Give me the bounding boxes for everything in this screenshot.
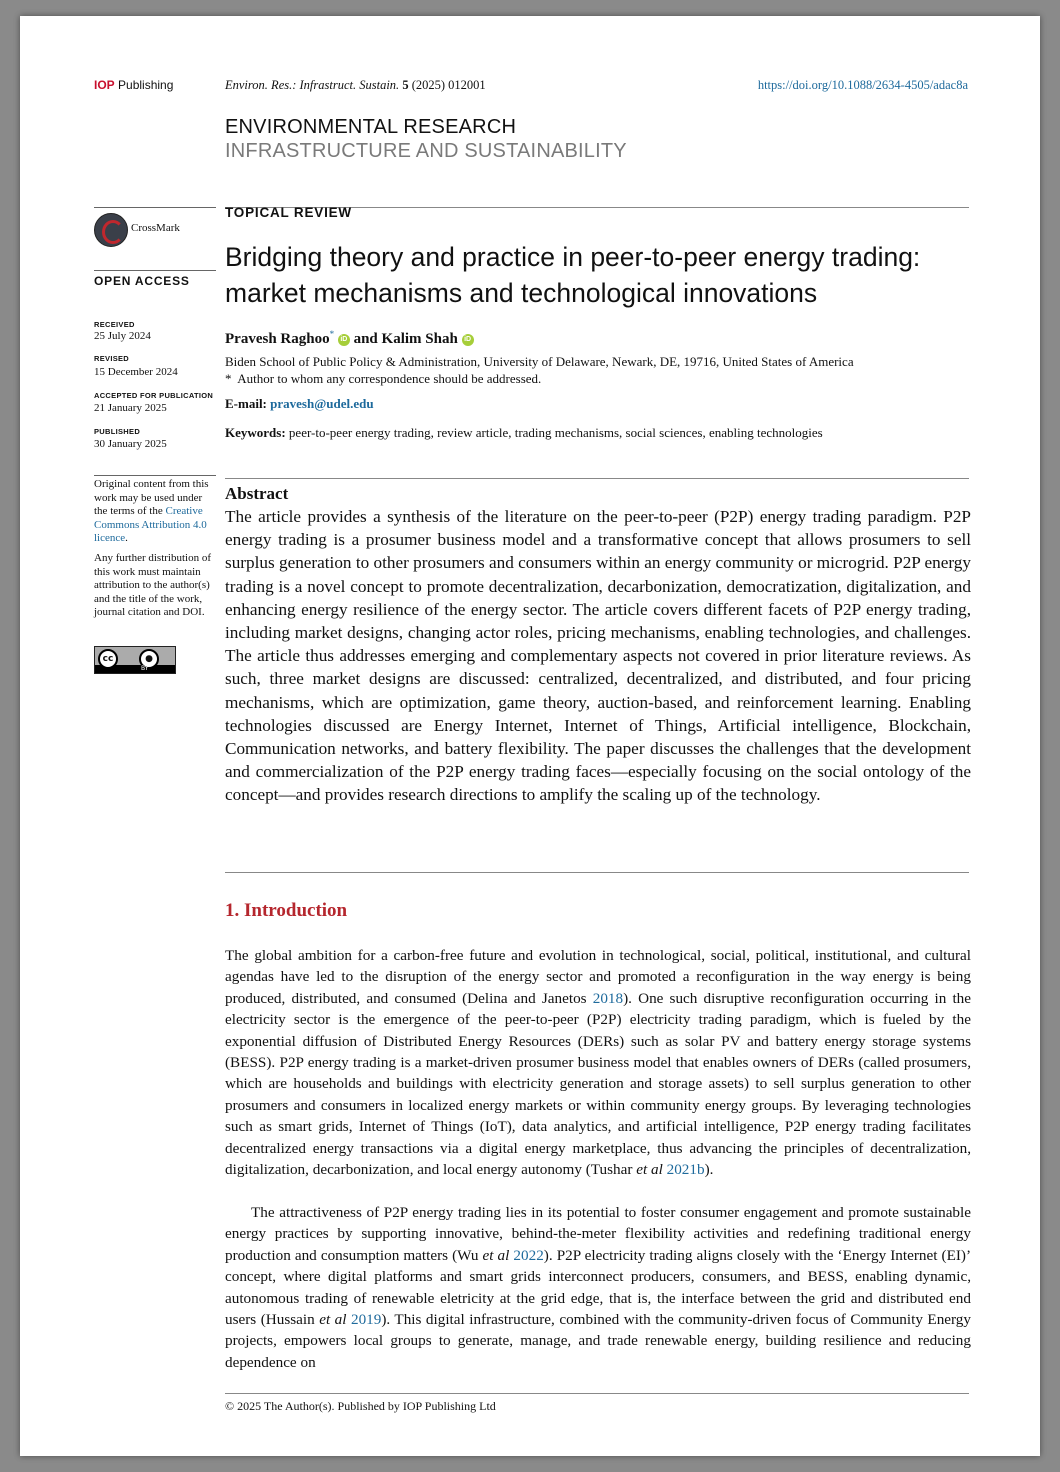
keywords-text: peer-to-peer energy trading, review article, trading mechanisms, social sciences, enabling technologies (288, 425, 823, 440)
paper-page (20, 16, 1040, 1456)
crossmark-icon (94, 213, 128, 247)
footer-rule (225, 1393, 969, 1394)
accepted-date: 21 January 2025 (94, 402, 167, 414)
author-conjunction: and (353, 331, 378, 347)
cc-icon: cc (98, 649, 118, 669)
received-label: RECEIVED (94, 320, 135, 329)
publisher-brand: IOP (94, 78, 115, 92)
citation-link[interactable]: 2021b (666, 1161, 705, 1179)
publisher-name: Publishing (118, 78, 174, 92)
citation-link[interactable]: 2018 (592, 989, 624, 1007)
abstract-heading: Abstract (225, 484, 289, 503)
citation-link[interactable]: 2022 (513, 1246, 544, 1264)
citation-link[interactable]: 2019 (350, 1311, 382, 1329)
revised-date: 15 December 2024 (94, 366, 178, 378)
abstract-top-rule (225, 478, 969, 479)
published-date: 30 January 2025 (94, 438, 167, 450)
correspondence-note: * Author to whom any correspondence should be addressed. (225, 371, 542, 386)
licence-paragraph: Original content from this work may be used under the terms of the Creative Commons Attribution 4.0 licence. (94, 478, 209, 545)
open-access-label: OPEN ACCESS (94, 274, 190, 288)
abstract-bottom-rule (225, 872, 969, 873)
section-heading: 1. Introduction (225, 900, 348, 921)
sidebar-divider (94, 207, 216, 208)
doi-link[interactable]: https://doi.org/10.1088/2634-4505/adac8a (757, 78, 968, 92)
attribution-icon: ● (139, 649, 159, 669)
article-title: Bridging theory and practice in peer-to-peer energy trading: market mechanisms and technological innovations (225, 242, 921, 308)
email-link[interactable]: pravesh@udel.edu (270, 396, 374, 411)
email-label: E-mail: (225, 396, 267, 411)
article-type: TOPICAL REVIEW (225, 205, 352, 220)
journal-abbrev: Environ. Res.: Infrastruct. Sustain. (225, 78, 400, 92)
body-paragraph: The global ambition for a carbon-free future and evolution in technological, social, political, institutional, and cultural agendas have led to the disruption of the energy sector and promoted a reconfiguration in the way energy is being produced, distributed, and consumed (Delina and Janetos 2018). One such disruptive reconfiguration occurring in the electricity sector is the emergence of the peer-to-peer (P2P) electricity trading paradigm, which is fueled by the exponential diffusion of Distributed Energy Resources (DERs) such as solar PV and battery energy storage systems (BESS). P2P energy trading is a market-driven prosumer business model that enables owners of DERs (called prosumers, which are households and buildings with electricity generation and storage assets) to sell surplus generation to other prosumers and consumers in localized energy markets or within community energy groups. By leveraging technologies such as smart grids, Internet of Things (IoT), data analytics, and artificial intelligence, P2P energy trading facilitates decentralized energy transactions via a digital energy marketplace, thus advancing the principles of decentralization, digitalization, decarbonization, and local energy autonomy (Tushar et al 2021b). (225, 947, 971, 1179)
author-list (225, 329, 474, 348)
journal-year-article: (2025) 012001 (411, 78, 486, 92)
distribution-paragraph: Any further distribution of this work must maintain attribution to the author(s) and the title of the work, journal citation and DOI. (94, 551, 212, 619)
journal-citation (225, 78, 486, 93)
by-label: BY (141, 665, 149, 672)
sidebar-divider (94, 475, 216, 476)
cc-by-badge[interactable] (94, 646, 176, 674)
published-label: PUBLISHED (94, 427, 141, 436)
crossmark-button[interactable] (94, 213, 216, 247)
licence-notice (94, 478, 218, 626)
licence-link[interactable]: Creative Commons Attribution 4.0 licence (94, 505, 207, 545)
copyright-footer: © 2025 The Author(s). Published by IOP Publishing Ltd (225, 1399, 496, 1413)
body-paragraph: The attractiveness of P2P energy trading lies in its potential to foster consumer engagement and promote sustainable energy practices by supporting innovative, behind-the-meter flexibility activities and redefining traditional energy production and consumption matters (Wu et al 2022). P2P electricity trading aligns closely with the ‘Energy Internet (EI)’ concept, where digital platforms and smart grids interconnect producers, consumers, and BESS, enabling dynamic, autonomous trading of renewable eletricity at the grid edge, that is, the interface between the grid and distributed end users (Hussain et al 2019). This digital infrastructure, combined with the community-driven focus of Community Energy projects, empowers local groups to generate, manage, and trade renewable energy, building resilience and reducing dependence on (225, 1204, 972, 1371)
revised-label: REVISED (94, 354, 130, 363)
affiliation: Biden School of Public Policy & Administration, University of Delaware, Newark, DE, 19716, United States of America (225, 354, 854, 369)
author-name: Kalim Shah (381, 331, 458, 347)
journal-name-line2: INFRASTRUCTURE AND SUSTAINABILITY (225, 140, 627, 162)
corresponding-marker: * (329, 329, 335, 339)
journal-volume: 5 (402, 78, 409, 92)
orcid-icon[interactable]: iD (462, 334, 474, 346)
keywords-label: Keywords: (225, 425, 286, 440)
sidebar-divider (94, 270, 216, 271)
abstract-text: The article provides a synthesis of the literature on the peer-to-peer (P2P) energy trading paradigm. P2P energy trading is a prosumer business model and a transformative concept that allows prosumers to sell surplus generation to other prosumers and consumers within an energy community or microgrid. P2P energy trading is a novel concept to promote decentralization, decarbonization, democratization, digitalization, and enhancing energy resilience of the energy sector. The article covers different facets of P2P energy trading, including market designs, changing actor roles, pricing mechanisms, enabling technologies, and challenges. The article thus addresses emerging and complementary aspects not covered in prior literature reviews. As such, three market designs are discussed: centralized, decentralized, and distributed, and four pricing mechanisms, which are optimization, game theory, auction-based, and reinforcement learning. Enabling technologies discussed are Energy Internet, Internet of Things, Artificial intelligence, Blockchain, Communication networks, and battery flexibility. The paper discusses the challenges that the development and commercialization of the P2P energy trading faces—especially focusing on the social ontology of the concept—and provides research directions to amplify the scaling up of the technology. (225, 507, 971, 805)
received-date: 25 July 2024 (94, 330, 151, 342)
crossmark-label: CrossMark (131, 222, 180, 234)
orcid-icon[interactable]: iD (338, 334, 350, 346)
journal-name-line1: ENVIRONMENTAL RESEARCH (225, 116, 517, 138)
keywords-line (225, 425, 823, 441)
email-line (225, 396, 374, 412)
author-name: Pravesh Raghoo (225, 331, 330, 347)
accepted-label: ACCEPTED FOR PUBLICATION (94, 391, 214, 400)
publisher-logo (94, 78, 173, 92)
